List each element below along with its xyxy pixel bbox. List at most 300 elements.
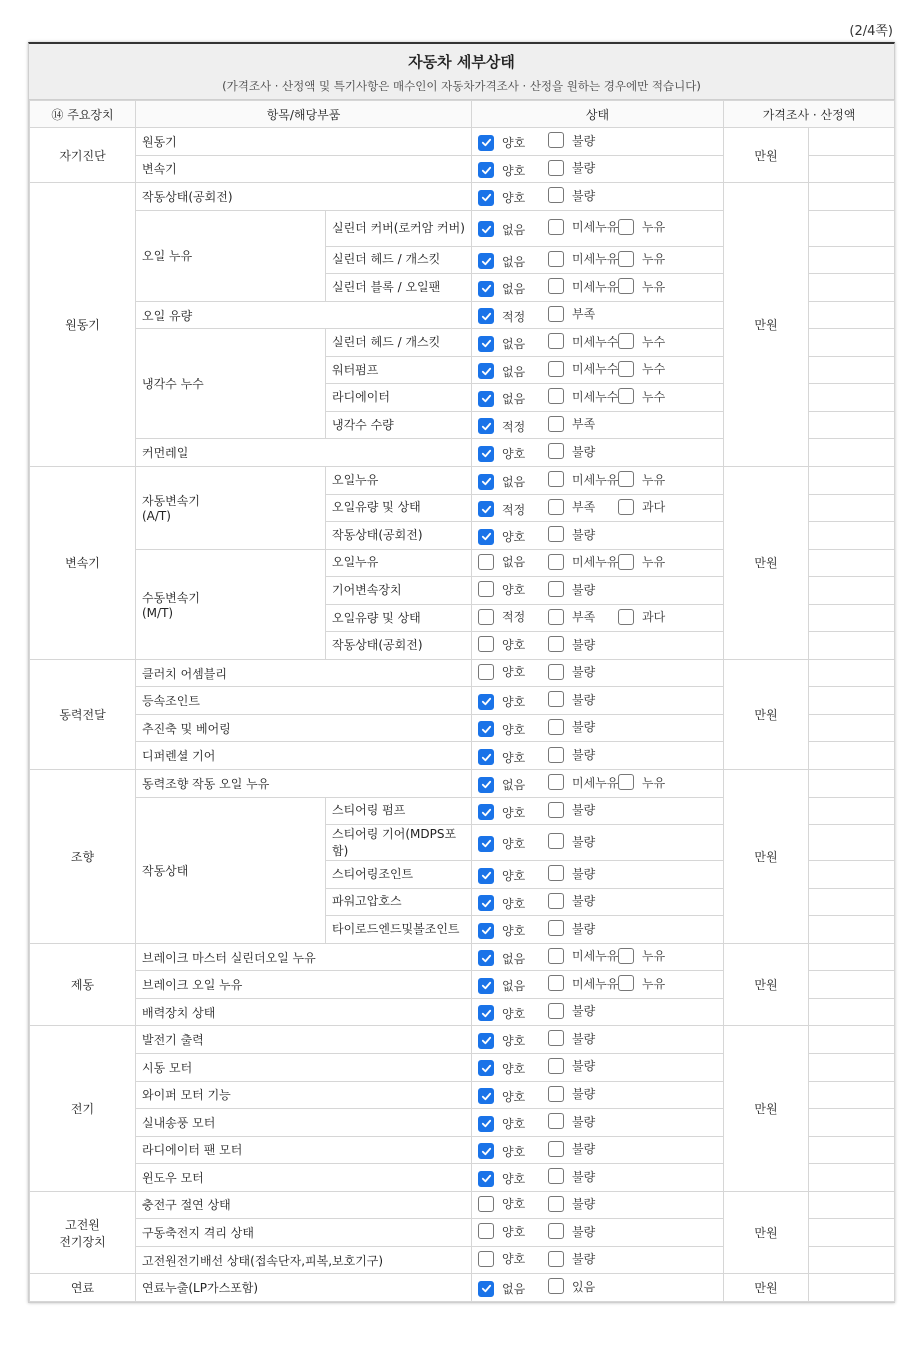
status-cell [472, 687, 724, 715]
status-option[interactable] [478, 922, 548, 939]
checkbox[interactable] [548, 554, 564, 570]
status-option[interactable] [618, 333, 678, 350]
checkbox[interactable] [478, 474, 494, 490]
status-option[interactable] [478, 1143, 548, 1160]
price-input-cell[interactable] [809, 659, 895, 687]
status-option[interactable] [478, 308, 548, 325]
status-option[interactable] [618, 278, 678, 295]
status-option[interactable] [618, 250, 678, 267]
checkbox[interactable] [618, 948, 634, 964]
status-option[interactable] [548, 801, 608, 818]
price-unit-cell: 만원 [724, 1191, 809, 1274]
option-label: 누유 [642, 220, 666, 235]
checkbox[interactable] [548, 664, 564, 680]
price-unit-cell: 만원 [724, 770, 809, 944]
option-label: 누수 [642, 389, 666, 404]
price-input-cell[interactable] [809, 1026, 895, 1054]
status-option[interactable] [478, 1115, 548, 1132]
checkbox[interactable] [478, 950, 494, 966]
checkbox[interactable] [548, 691, 564, 707]
status-option[interactable] [548, 865, 608, 882]
status-option[interactable] [478, 1088, 548, 1105]
checkbox[interactable] [478, 694, 494, 710]
checkbox[interactable] [478, 777, 494, 793]
status-option[interactable] [618, 218, 678, 235]
checkbox[interactable] [548, 719, 564, 735]
status-option[interactable] [548, 1278, 608, 1295]
detail-status-form [28, 42, 895, 1303]
status-option[interactable] [618, 774, 678, 791]
checkbox[interactable] [478, 135, 494, 151]
price-input-cell[interactable] [809, 825, 895, 861]
status-option[interactable] [478, 663, 548, 680]
status-option[interactable] [478, 134, 548, 151]
price-input-cell[interactable] [809, 1191, 895, 1219]
checkbox[interactable] [478, 446, 494, 462]
item-cell: 브레이크 오일 누유 [136, 971, 472, 999]
status-option[interactable] [548, 608, 618, 625]
status-option[interactable] [548, 443, 608, 460]
item-cell: 동력조향 작동 오일 누유 [136, 770, 472, 798]
status-option[interactable] [478, 581, 548, 598]
checkbox[interactable] [548, 251, 564, 267]
status-option[interactable] [618, 947, 678, 964]
price-input-cell[interactable] [809, 356, 895, 384]
item-cell: 변속기 [136, 155, 472, 183]
status-option[interactable] [548, 360, 618, 377]
status-cell [472, 522, 724, 550]
status-option[interactable] [478, 390, 548, 407]
checkbox[interactable] [548, 1278, 564, 1294]
checkbox[interactable] [548, 833, 564, 849]
option-label: 미세누유 [572, 949, 619, 964]
checkbox[interactable] [548, 1030, 564, 1046]
checkbox[interactable] [478, 581, 494, 597]
option-label: 누유 [642, 949, 666, 964]
status-option[interactable] [548, 1223, 608, 1240]
price-input-cell[interactable] [809, 998, 895, 1026]
checkbox[interactable] [478, 1033, 494, 1049]
price-input-cell[interactable] [809, 1081, 895, 1109]
status-option[interactable] [618, 471, 678, 488]
status-option[interactable] [548, 1030, 608, 1047]
status-option[interactable] [478, 1060, 548, 1077]
price-input-cell[interactable] [809, 467, 895, 495]
price-input-cell[interactable] [809, 1136, 895, 1164]
checkbox[interactable] [548, 802, 564, 818]
checkbox[interactable] [548, 471, 564, 487]
checkbox[interactable] [478, 836, 494, 852]
status-option[interactable] [548, 250, 618, 267]
status-option[interactable] [548, 278, 618, 295]
status-option[interactable] [478, 1032, 548, 1049]
check-icon [481, 421, 492, 432]
price-input-cell[interactable] [809, 1053, 895, 1081]
checkbox[interactable] [548, 747, 564, 763]
checkbox[interactable] [618, 388, 634, 404]
status-option[interactable] [548, 218, 618, 235]
status-option[interactable] [478, 804, 548, 821]
status-option[interactable] [548, 159, 608, 176]
status-option[interactable] [548, 415, 608, 432]
checkbox[interactable] [548, 920, 564, 936]
checkbox[interactable] [548, 132, 564, 148]
option-label: 불량 [572, 582, 596, 597]
checkbox[interactable] [478, 1171, 494, 1187]
status-option[interactable] [548, 1085, 608, 1102]
status-option[interactable] [548, 1113, 608, 1130]
status-option[interactable] [548, 975, 618, 992]
item-cell: 브레이크 마스터 실린더오일 누유 [136, 943, 472, 971]
item-cell: 디퍼렌셜 기어 [136, 742, 472, 770]
checkbox[interactable] [478, 162, 494, 178]
item-cell: 냉각수 누수 [136, 329, 326, 439]
status-option[interactable] [548, 1250, 608, 1267]
checkbox[interactable] [478, 554, 494, 570]
checkbox[interactable] [478, 1088, 494, 1104]
option-label: 부족 [572, 610, 596, 625]
checkbox[interactable] [478, 391, 494, 407]
price-input-cell[interactable] [809, 329, 895, 357]
check-icon [481, 953, 492, 964]
status-option[interactable] [548, 746, 608, 763]
status-cell [472, 714, 724, 742]
status-option[interactable] [478, 221, 548, 238]
status-cell [472, 1246, 724, 1274]
status-option[interactable] [478, 835, 548, 852]
check-icon [481, 1283, 492, 1294]
checkbox[interactable] [618, 975, 634, 991]
status-option[interactable] [478, 1005, 548, 1022]
inspection-table [29, 100, 895, 1302]
checkbox[interactable] [478, 749, 494, 765]
status-option[interactable] [548, 305, 608, 322]
status-cell [472, 1191, 724, 1219]
item-cell: 라디에이터 팬 모터 [136, 1136, 472, 1164]
checkbox[interactable] [618, 333, 634, 349]
checkbox[interactable] [548, 499, 564, 515]
checkbox[interactable] [618, 278, 634, 294]
checkbox[interactable] [548, 526, 564, 542]
status-option[interactable] [548, 833, 608, 850]
status-option[interactable] [478, 749, 548, 766]
option-label: 없음 [502, 1282, 526, 1297]
check-icon [481, 283, 492, 294]
option-label: 미세누유 [572, 472, 619, 487]
item-cell: 충전구 절연 상태 [136, 1191, 472, 1219]
status-option[interactable] [548, 581, 608, 598]
option-label: 불량 [572, 894, 596, 909]
status-option[interactable] [478, 553, 548, 570]
status-option[interactable] [478, 608, 548, 625]
checkbox[interactable] [548, 774, 564, 790]
status-option[interactable] [478, 335, 548, 352]
price-input-cell[interactable] [809, 632, 895, 660]
checkbox[interactable] [548, 416, 564, 432]
form-subtitle: (가격조사 · 산정액 및 특기사항은 매수인이 자동차가격조사 · 산정을 원하는 경우에만 적습니다) [222, 79, 701, 93]
price-input-cell[interactable] [809, 301, 895, 329]
check-icon [481, 696, 492, 707]
checkbox[interactable] [548, 1223, 564, 1239]
checkbox[interactable] [478, 868, 494, 884]
option-label: 누수 [642, 334, 666, 349]
price-input-cell[interactable] [809, 943, 895, 971]
checkbox[interactable] [548, 1168, 564, 1184]
status-option[interactable] [548, 388, 618, 405]
checkbox[interactable] [618, 609, 634, 625]
status-cell [472, 1219, 724, 1247]
option-label: 없음 [502, 222, 526, 237]
check-icon [481, 137, 492, 148]
status-option[interactable] [618, 498, 678, 515]
status-cell [472, 1081, 724, 1109]
checkbox[interactable] [478, 336, 494, 352]
checkbox[interactable] [478, 804, 494, 820]
status-option[interactable] [478, 1195, 548, 1212]
price-input-cell[interactable] [809, 411, 895, 439]
status-option[interactable] [478, 473, 548, 490]
category-cell: 연료 [30, 1274, 136, 1302]
price-input-cell[interactable] [809, 714, 895, 742]
checkbox[interactable] [548, 388, 564, 404]
checkbox[interactable] [618, 554, 634, 570]
price-input-cell[interactable] [809, 384, 895, 412]
checkbox[interactable] [548, 1003, 564, 1019]
check-icon [481, 448, 492, 459]
status-option[interactable] [478, 280, 548, 297]
checkbox[interactable] [478, 1251, 494, 1267]
status-cell [472, 971, 724, 999]
status-option[interactable] [618, 388, 678, 405]
option-label: 양호 [502, 1224, 526, 1239]
checkbox[interactable] [548, 865, 564, 881]
status-option[interactable] [478, 895, 548, 912]
status-option[interactable] [478, 189, 548, 206]
status-option[interactable] [478, 977, 548, 994]
price-input-cell[interactable] [809, 1219, 895, 1247]
status-option[interactable] [548, 1140, 608, 1157]
checkbox[interactable] [478, 190, 494, 206]
checkbox[interactable] [548, 187, 564, 203]
status-option[interactable] [548, 663, 608, 680]
checkbox[interactable] [478, 281, 494, 297]
checkbox[interactable] [478, 609, 494, 625]
form-title: 자동차 세부상태 [408, 53, 515, 71]
price-input-cell[interactable] [809, 1109, 895, 1137]
checkbox[interactable] [478, 895, 494, 911]
price-input-cell[interactable] [809, 604, 895, 632]
status-option[interactable] [478, 1250, 548, 1267]
checkbox[interactable] [478, 253, 494, 269]
status-option[interactable] [478, 636, 548, 653]
checkbox[interactable] [478, 1196, 494, 1212]
checkbox[interactable] [478, 636, 494, 652]
checkbox[interactable] [548, 1141, 564, 1157]
checkbox[interactable] [548, 361, 564, 377]
status-option[interactable] [478, 721, 548, 738]
checkbox[interactable] [548, 160, 564, 176]
price-input-cell[interactable] [809, 128, 895, 156]
checkbox[interactable] [618, 251, 634, 267]
option-label: 양호 [502, 869, 526, 884]
price-input-cell[interactable] [809, 439, 895, 467]
price-input-cell[interactable] [809, 1246, 895, 1274]
checkbox[interactable] [478, 418, 494, 434]
price-input-cell[interactable] [809, 155, 895, 183]
checkbox[interactable] [478, 1116, 494, 1132]
checkbox[interactable] [478, 1060, 494, 1076]
price-input-cell[interactable] [809, 210, 895, 246]
checkbox[interactable] [478, 221, 494, 237]
checkbox[interactable] [548, 1196, 564, 1212]
category-cell: 제동 [30, 943, 136, 1026]
price-input-cell[interactable] [809, 797, 895, 825]
status-option[interactable] [478, 162, 548, 179]
status-option[interactable] [548, 471, 618, 488]
price-input-cell[interactable] [809, 577, 895, 605]
checkbox[interactable] [478, 1281, 494, 1297]
status-option[interactable] [478, 418, 548, 435]
checkbox[interactable] [478, 501, 494, 517]
status-option[interactable] [618, 608, 678, 625]
option-label: 없음 [502, 778, 526, 793]
price-input-cell[interactable] [809, 494, 895, 522]
check-icon [481, 476, 492, 487]
option-label: 적정 [502, 610, 526, 625]
status-option[interactable] [548, 1195, 608, 1212]
checkbox[interactable] [478, 308, 494, 324]
status-option[interactable] [478, 501, 548, 518]
price-input-cell[interactable] [809, 888, 895, 916]
price-input-cell[interactable] [809, 770, 895, 798]
status-option[interactable] [548, 1168, 608, 1185]
checkbox[interactable] [548, 1058, 564, 1074]
price-input-cell[interactable] [809, 742, 895, 770]
status-option[interactable] [548, 691, 608, 708]
checkbox[interactable] [548, 219, 564, 235]
checkbox[interactable] [548, 278, 564, 294]
price-input-cell[interactable] [809, 522, 895, 550]
status-option[interactable] [548, 1057, 608, 1074]
checkbox[interactable] [548, 443, 564, 459]
status-option[interactable] [548, 920, 608, 937]
status-option[interactable] [618, 553, 678, 570]
option-label: 미세누수 [572, 334, 619, 349]
checkbox[interactable] [548, 609, 564, 625]
option-label: 미세누유 [572, 555, 619, 570]
status-option[interactable] [548, 892, 608, 909]
checkbox[interactable] [478, 529, 494, 545]
check-icon [481, 724, 492, 735]
status-option[interactable] [478, 363, 548, 380]
status-option[interactable] [548, 718, 608, 735]
status-option[interactable] [548, 636, 608, 653]
checkbox[interactable] [548, 1113, 564, 1129]
price-input-cell[interactable] [809, 916, 895, 944]
check-icon [481, 338, 492, 349]
checkbox[interactable] [618, 361, 634, 377]
check-icon [481, 256, 492, 267]
status-option[interactable] [548, 187, 608, 204]
checkbox[interactable] [618, 774, 634, 790]
price-input-cell[interactable] [809, 274, 895, 302]
subitem-cell: 스티어링 기어(MDPS포함) [326, 825, 472, 861]
status-cell [472, 998, 724, 1026]
status-option[interactable] [478, 253, 548, 270]
checkbox[interactable] [548, 636, 564, 652]
price-input-cell[interactable] [809, 549, 895, 577]
checkbox[interactable] [618, 219, 634, 235]
price-input-cell[interactable] [809, 1274, 895, 1302]
checkbox[interactable] [478, 1143, 494, 1159]
checkbox[interactable] [478, 1005, 494, 1021]
category-cell: 원동기 [30, 183, 136, 467]
price-input-cell[interactable] [809, 687, 895, 715]
checkbox[interactable] [548, 581, 564, 597]
status-option[interactable] [548, 947, 618, 964]
status-option[interactable] [478, 867, 548, 884]
checkbox[interactable] [548, 333, 564, 349]
price-input-cell[interactable] [809, 246, 895, 274]
status-option[interactable] [478, 1170, 548, 1187]
status-option[interactable] [478, 1223, 548, 1240]
status-option[interactable] [478, 950, 548, 967]
checkbox[interactable] [548, 1251, 564, 1267]
option-label: 양호 [502, 924, 526, 939]
status-option[interactable] [478, 1280, 548, 1297]
option-label: 불량 [572, 1004, 596, 1019]
price-input-cell[interactable] [809, 971, 895, 999]
checkbox[interactable] [548, 306, 564, 322]
status-option[interactable] [478, 528, 548, 545]
checkbox[interactable] [548, 1086, 564, 1102]
checkbox[interactable] [548, 975, 564, 991]
status-option[interactable] [548, 498, 618, 515]
status-option[interactable] [548, 132, 608, 149]
option-label: 누유 [642, 976, 666, 991]
status-cell [472, 604, 724, 632]
status-option[interactable] [478, 693, 548, 710]
checkbox[interactable] [548, 893, 564, 909]
price-input-cell[interactable] [809, 861, 895, 889]
checkbox[interactable] [478, 721, 494, 737]
status-option[interactable] [548, 526, 608, 543]
subitem-cell: 작동상태(공회전) [326, 522, 472, 550]
subitem-cell: 실린더 블록 / 오일팬 [326, 274, 472, 302]
checkbox[interactable] [618, 499, 634, 515]
checkbox[interactable] [618, 471, 634, 487]
status-option[interactable] [548, 553, 618, 570]
status-option[interactable] [548, 333, 618, 350]
checkbox[interactable] [478, 1223, 494, 1239]
checkbox[interactable] [478, 978, 494, 994]
status-option[interactable] [548, 1002, 608, 1019]
checkbox[interactable] [478, 363, 494, 379]
option-label: 부족 [572, 307, 596, 322]
checkbox[interactable] [548, 948, 564, 964]
price-input-cell[interactable] [809, 183, 895, 211]
price-input-cell[interactable] [809, 1164, 895, 1192]
check-icon [481, 1035, 492, 1046]
status-option[interactable] [618, 360, 678, 377]
checkbox[interactable] [478, 923, 494, 939]
check-icon [481, 1063, 492, 1074]
status-option[interactable] [548, 774, 618, 791]
checkbox[interactable] [478, 664, 494, 680]
status-option[interactable] [478, 776, 548, 793]
status-option[interactable] [618, 975, 678, 992]
status-option[interactable] [478, 445, 548, 462]
